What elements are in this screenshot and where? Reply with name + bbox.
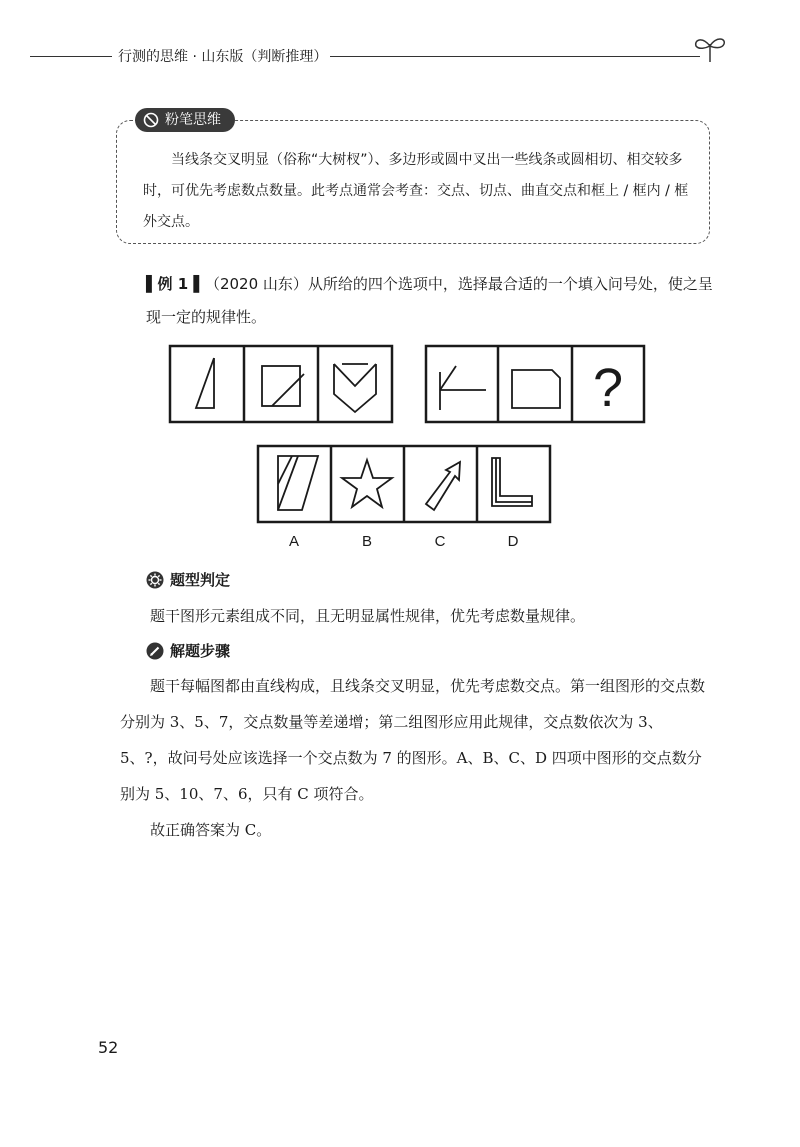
example-tag: ▌例 1 ▌ [146, 275, 205, 293]
question-group-2 [426, 346, 644, 422]
option-label-d: D [507, 533, 519, 550]
example-statement [146, 268, 716, 334]
option-figure-d [492, 458, 532, 506]
option-figure-b [342, 460, 392, 507]
tip-badge-label: 粉笔思维 [165, 112, 221, 128]
example-text: （2020 山东）从所给的四个选项中，选择最合适的一个填入问号处，使之呈现一定的规律性。 [146, 275, 713, 326]
section-steps-text: 题干每幅图都由直线构成，且线条交叉明显，优先考虑数交点。第一组图形的交点数分别为 3、5、7，交点数量等差递增；第二组图形应用此规律，交点数依次为 3、5、?，故问号处应该选择一个交点数为 7 的图形。A、B、C、D 四项中图形的交点数分别为 5、10、7、6，只有 C 项符合。 [120, 677, 706, 803]
section-steps-heading [146, 640, 230, 661]
header-rule-left [30, 56, 112, 57]
no-entry-icon [143, 112, 159, 128]
tip-box [116, 112, 710, 244]
question-mark: ? [592, 358, 624, 418]
option-figure-c [426, 462, 460, 510]
tip-text: 当线条交叉明显（俗称“大树杈”）、多边形或圆中叉出一些线条或圆相切、相交较多时，可优先考虑数点数量。此考点通常会考查：交点、切点、曲直交点和框上 / 框内 / 框外交点。 [143, 152, 689, 230]
answer-text: 故正确答案为 C。 [150, 821, 272, 839]
puzzle-figure [168, 344, 648, 554]
page-number: 52 [98, 1038, 119, 1057]
running-header [30, 40, 720, 70]
header-title: 行测的思维 · 山东版（判断推理） [118, 49, 328, 65]
question-figure-2 [262, 366, 304, 406]
gear-icon [146, 571, 164, 589]
question-group-1 [170, 346, 392, 422]
question-figure-5 [512, 370, 560, 408]
options-row [258, 446, 550, 522]
option-label-c: C [434, 533, 446, 550]
option-label-a: A [288, 533, 300, 550]
option-label-b: B [361, 533, 373, 550]
option-figure-a [278, 456, 318, 510]
question-figure-4 [440, 366, 486, 410]
section-type-text: 题干图形元素组成不同，且无明显属性规律，优先考虑数量规律。 [150, 607, 586, 625]
section-steps-title: 解题步骤 [170, 642, 231, 660]
question-figure-1 [196, 358, 214, 408]
section-type-heading [146, 569, 230, 590]
pencil-icon [146, 642, 164, 660]
tip-badge [135, 108, 235, 132]
sprout-icon [690, 34, 730, 64]
section-type-title: 题型判定 [170, 571, 231, 589]
header-rule-right [330, 56, 700, 57]
option-labels [289, 533, 519, 550]
question-figure-3 [334, 364, 376, 412]
